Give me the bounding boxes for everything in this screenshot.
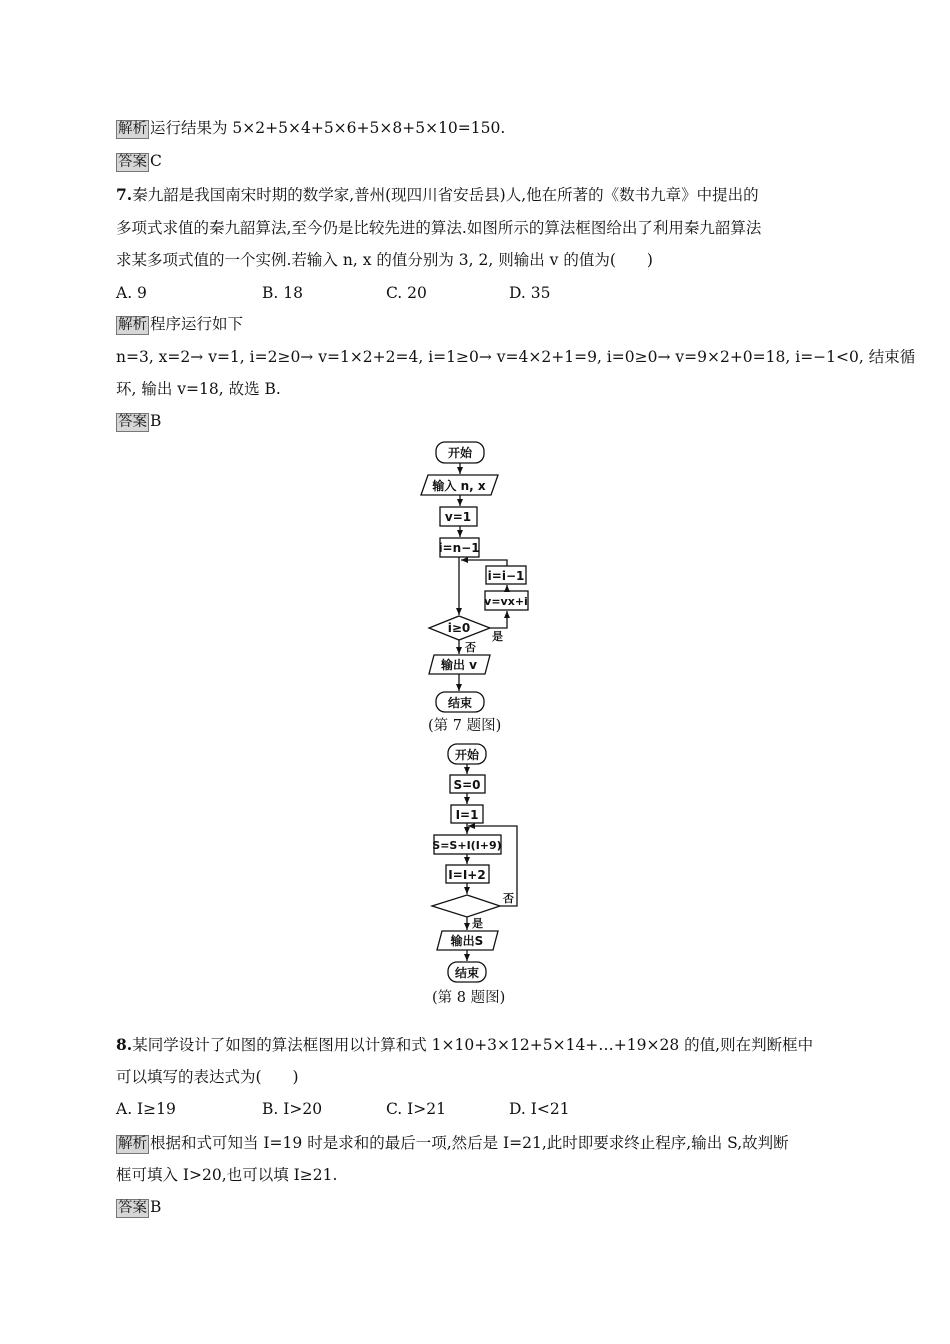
option-a: A. I≥19 (116, 1100, 176, 1118)
output-label: 输出S (450, 934, 484, 948)
fig7-caption: (第 7 题图) (428, 718, 502, 734)
inc-i-label: I=I+2 (448, 868, 486, 882)
start-label: 开始 (447, 446, 473, 460)
init-i-label: i=n−1 (438, 541, 480, 555)
cond-label: i≥0 (447, 621, 471, 635)
analysis-text: 运行结果为 5×2+5×4+5×6+5×8+5×10=150. (150, 119, 506, 137)
flowchart-q8 (0, 738, 950, 988)
analysis-text: 程序运行如下 (150, 315, 244, 333)
option-c: C. I>21 (386, 1100, 446, 1118)
answer-tag: 答案 (118, 1200, 147, 1216)
q7-stem-line3: 求某多项式值的一个实例.若输入 n, x 的值分别为 3, 2, 则输出 v 的值为( ) (116, 251, 653, 269)
end-label: 结束 (454, 966, 480, 980)
answer-tag: 答案 (118, 154, 147, 170)
q8-answer-line (116, 1197, 161, 1218)
question-number: 7. (116, 185, 133, 204)
end-label: 结束 (447, 696, 473, 710)
analysis-text: 根据和式可知当 I=19 时是求和的最后一项,然后是 I=21,此时即要求终止程序,输出 S,故判断 (150, 1134, 789, 1152)
q8-text: 某同学设计了如图的算法框图用以计算和式 1×10+3×12+5×14+…+19×28 的值,则在判断框中 (132, 1036, 814, 1054)
init-v-label: v=1 (444, 510, 472, 524)
option-b: B. I>20 (262, 1100, 323, 1118)
dec-i-label: i=i−1 (487, 569, 525, 583)
analysis-tag: 解析 (118, 121, 147, 137)
q7-analysis-line2: n=3, x=2→ v=1, i=2≥0→ v=1×2+2=4, i=1≥0→ v=4×2+1=9, i=0≥0→ v=9×2+0=18, i=−1<0, 结束循 (116, 348, 916, 366)
decision-diamond (432, 895, 500, 917)
q7-stem-line2: 多项式求值的秦九韶算法,至今仍是比较先进的算法.如图所示的算法框图给出了利用秦九韶算法 (116, 219, 762, 237)
fig8-caption: (第 8 题图) (432, 990, 506, 1006)
update-v-label: v=vx+i (484, 595, 528, 608)
no-label: 否 (465, 641, 476, 654)
answer-text: B (150, 412, 162, 430)
option-c: C. 20 (386, 284, 427, 302)
q7-text: 秦九韶是我国南宋时期的数学家,普州(现四川省安岳县)人,他在所著的《数书九章》中提出的 (132, 186, 759, 204)
start-label: 开始 (454, 748, 480, 762)
option-d: D. I<21 (509, 1100, 570, 1118)
answer-text: B (150, 1198, 162, 1216)
q7-analysis-line3: 环, 输出 v=18, 故选 B. (116, 380, 281, 398)
analysis-tag: 解析 (118, 1136, 147, 1152)
answer-text: C (150, 152, 162, 170)
yes-label: 是 (492, 630, 503, 643)
option-a: A. 9 (116, 284, 147, 302)
output-label: 输出 v (440, 658, 478, 672)
yes-label: 是 (472, 917, 483, 930)
analysis-tag: 解析 (118, 317, 147, 333)
update-s-label: S=S+I(I+9) (432, 839, 502, 852)
q8-stem-line1 (116, 1035, 813, 1055)
q8-stem-line2: 可以填写的表达式为( ) (116, 1068, 299, 1086)
init-i-label: I=1 (455, 808, 479, 822)
no-label: 否 (503, 892, 514, 905)
question-number: 8. (116, 1035, 133, 1054)
input-label: 输入 n, x (432, 479, 486, 493)
option-d: D. 35 (509, 284, 551, 302)
option-b: B. 18 (262, 284, 303, 302)
q8-analysis-line2: 框可填入 I>20,也可以填 I≥21. (116, 1166, 338, 1184)
init-s-label: S=0 (453, 778, 481, 792)
q8-analysis-line1 (116, 1133, 789, 1154)
answer-tag: 答案 (118, 414, 147, 430)
